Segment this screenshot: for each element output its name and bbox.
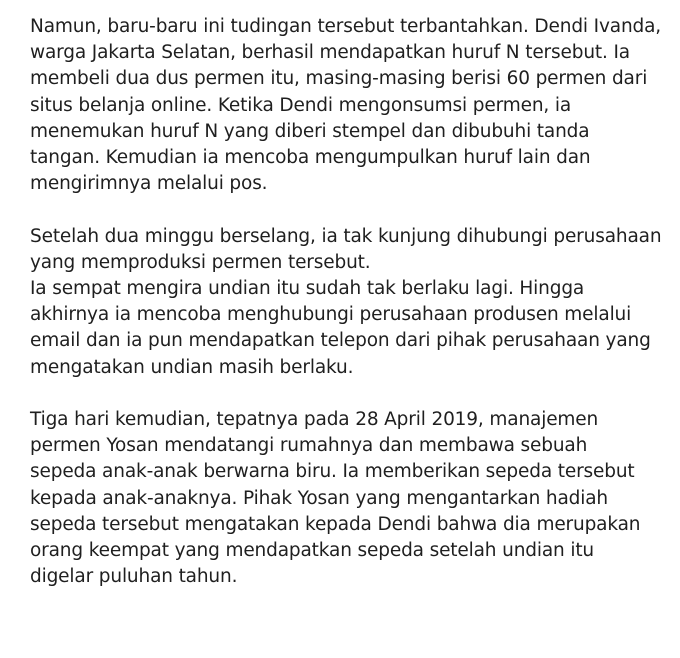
article-body [30,14,670,590]
text-line: membeli dua dus permen itu, masing-masing berisi 60 permen dari [30,68,648,90]
text-line: Namun, baru-baru ini tudingan tersebut terbantahkan. Dendi Ivanda, [30,16,662,37]
text-line: permen Yosan mendatangi rumahnya dan membawa sebuah [30,435,588,457]
text-line: Ia sempat mengira undian itu sudah tak berlaku lagi. Hingga [30,278,585,300]
text-line: akhirnya ia mencoba menghubungi perusahaan produsen melalui [30,304,632,326]
paragraph-2 [30,224,670,381]
text-line: kepada anak-anaknya. Pihak Yosan yang mengantarkan hadiah [30,487,608,509]
text-line: Setelah dua minggu berselang, ia tak kunjung dihubungi perusahaan [30,225,662,247]
text-line: email dan ia pun mendapatkan telepon dari pihak perusahaan yang [30,330,651,352]
text-line: menemukan huruf N yang diberi stempel dan dibubuhi tanda [30,120,590,142]
text-line: orang keempat yang mendapatkan sepeda setelah undian itu [30,540,595,562]
paragraph-1 [30,14,670,197]
text-line: mengatakan undian masih berlaku. [30,356,354,378]
text-line: yang memproduksi permen tersebut. [30,251,371,273]
paragraph-spacer [30,197,670,223]
text-line: tangan. Kemudian ia mencoba mengumpulkan huruf lain dan [30,147,591,169]
text-line: sepeda anak-anak berwarna biru. Ia memberikan sepeda tersebut [30,461,635,483]
text-line: sepeda tersebut mengatakan kepada Dendi bahwa dia merupakan [30,513,641,535]
text-line: digelar puluhan tahun. [30,566,238,588]
text-line: warga Jakarta Selatan, berhasil mendapatkan huruf N tersebut. Ia [30,42,630,64]
paragraph-3 [30,407,670,590]
paragraph-spacer [30,381,670,407]
text-line: situs belanja online. Ketika Dendi mengonsumsi permen, ia [30,94,572,116]
text-line: mengirimnya melalui pos. [30,173,268,195]
text-line: Tiga hari kemudian, tepatnya pada 28 April 2019, manajemen [30,409,599,431]
